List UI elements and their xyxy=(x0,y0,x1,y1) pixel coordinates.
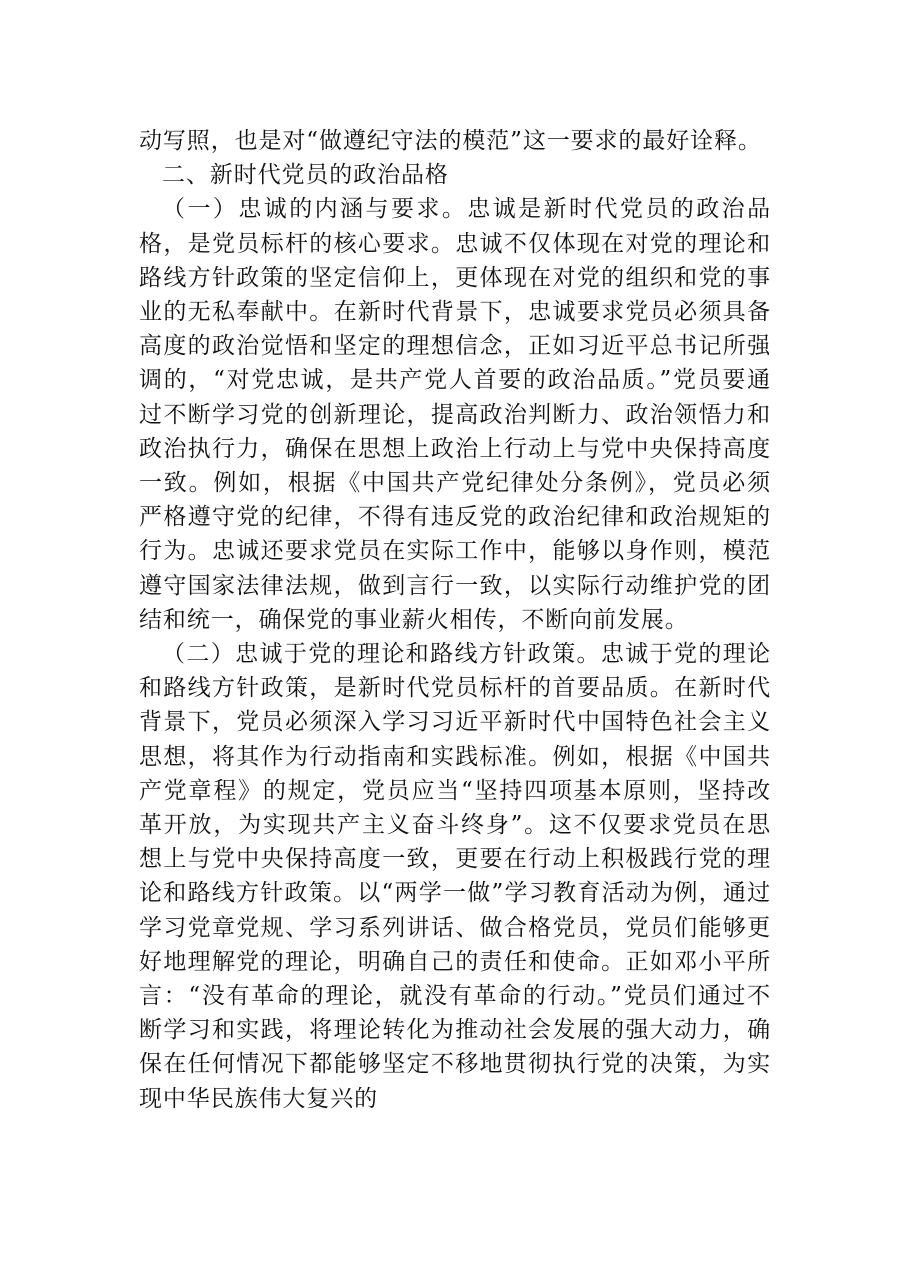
section-heading: 二、新时代党员的政治品格 xyxy=(162,162,449,189)
document-page xyxy=(139,124,771,1116)
paragraph-loyalty-theory: （二）忠诚于党的理论和路线方针政策。忠诚于党的理论和路线方针政策，是新时代党员标杆的首要品质。在新时代背景下，党员必须深入学习习近平新时代中国特色社会主义思想，将其作为行动指南和实践标准。例如，根据《中国共产党章程》的规定，党员应当“坚持四项基本原则，坚持改革开放，为实现共产主义奋斗终身”。这不仅要求党员在思想上与党中央保持高度一致，更要在行动上积极践行党的理论和路线方针政策。以“两学一做”学习教育活动为例，通过学习党章党规、学习系列讲话、做合格党员，党员们能够更好地理解党的理论，明确自己的责任和使命。正如邓小平所言：“没有革命的理论，就没有革命的行动。”党员们通过不断学习和实践，将理论转化为推动社会发展的强大动力，确保在任何情况下都能够坚定不移地贯彻执行党的决策，为实现中华民族伟大复兴的 xyxy=(139,641,771,1112)
paragraph-loyalty-connotation: （一）忠诚的内涵与要求。忠诚是新时代党员的政治品格，是党员标杆的核心要求。忠诚不仅体现在对党的理论和路线方针政策的坚定信仰上，更体现在对党的组织和党的事业的无私奉献中。在新时代背景下，忠诚要求党员必须具备高度的政治觉悟和坚定的理想信念，正如习近平总书记所强调的，“对党忠诚，是共产党人首要的政治品质。”党员要通过不断学习党的创新理论，提高政治判断力、政治领悟力和政治执行力，确保在思想上政治上行动上与党中央保持高度一致。例如，根据《中国共产党纪律处分条例》，党员必须严格遵守党的纪律，不得有违反党的政治纪律和政治规矩的行为。忠诚还要求党员在实际工作中，能够以身作则，模范遵守国家法律法规，做到言行一致，以实际行动维护党的团结和统一，确保党的事业薪火相传，不断向前发展。 xyxy=(139,196,771,633)
paragraph-continuation: 动写照，也是对“做遵纪守法的模范”这一要求的最好诠释。 xyxy=(139,128,762,154)
